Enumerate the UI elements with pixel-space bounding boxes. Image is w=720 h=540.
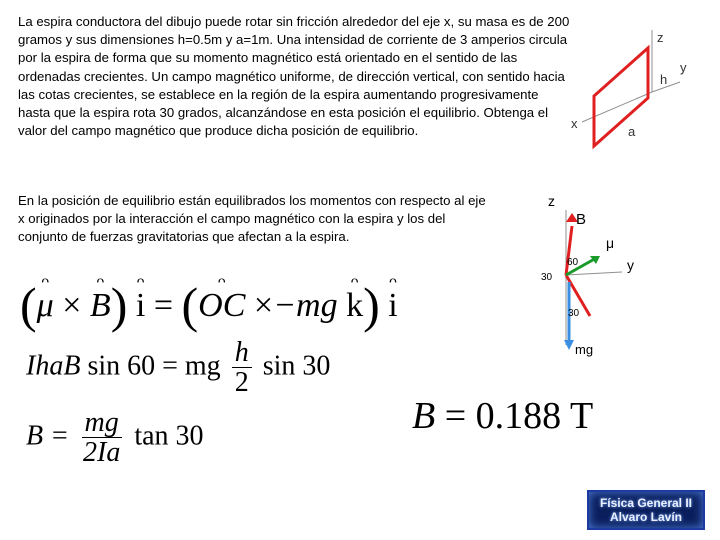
equilibrium-explanation: En la posición de equilibrio están equilibrados los momentos con respecto al eje x originados por la interacción el campo magnético con la espira y los del conjunto de fuerzas gravitatorias que afectan a la espira. [18, 193, 486, 245]
minus-mg: −mg [273, 287, 338, 324]
height-label: h [660, 72, 668, 87]
B-vector: ᴖ B [89, 273, 111, 324]
result-value: = 0.188 [444, 395, 562, 437]
i-unit-2: ᴖ i [388, 273, 398, 324]
sin30-term: sin 30 [262, 350, 331, 382]
force-axis-z-label: z [548, 193, 555, 209]
angle-30-bottom-label: 30 [568, 308, 580, 319]
B-formula [26, 408, 204, 468]
angle-60-label: 60 [567, 257, 579, 268]
cross-symbol-2: × [253, 287, 274, 324]
open-paren: ( [20, 277, 37, 333]
angle-30-left-label: 30 [541, 272, 553, 283]
close-paren: ) [110, 277, 128, 333]
OC-vector: ᴖ OC [198, 273, 246, 324]
width-label: a [628, 124, 636, 139]
IhaB-term: IhaB [26, 350, 81, 382]
top-axis-y-label: y [680, 60, 687, 75]
close-paren-2: ) [363, 277, 380, 333]
force-axis-y-label: y [627, 257, 634, 273]
mg-over-2Ia-fraction: $\frac{mg}{2Ia}$ [83, 407, 121, 469]
sin60-term: sin 60 = mg [87, 350, 221, 382]
force-diagram [564, 210, 622, 350]
tan30-term: tan 30 [134, 420, 204, 452]
balance-equation [26, 338, 330, 398]
B-label: B [576, 211, 587, 228]
torque-equation [20, 270, 398, 333]
problem-statement: La espira conductora del dibujo puede rotar sin fricción alrededor del eje x, su masa es de 200 gramos y sus dimensiones h=0.5m y a=1m. Una intensidad de corriente de 3 amperios circula por la espira de forma que su momento magnético está orientado en el sentido de las ordenadas crecientes. Un campo magnético uniforme, de dirección vertical, con sentido hacia las cotas crecientes, se establece en la región de la espira aumentando progresivamente hasta que la espira rota 30 grados, alcanzándose en esta posición el equilibrio. Obtenga el valor del campo magnético que produce dicha posición de equilibrio. [18, 14, 570, 139]
equals-symbol: = [153, 287, 173, 324]
h-over-2-fraction: $\frac{h}{2}$ [232, 338, 252, 398]
cross-symbol: × [62, 287, 82, 324]
force-y-axis [566, 272, 622, 275]
course-badge [587, 490, 705, 530]
result-variable: B [412, 395, 436, 437]
i-unit: ᴖ i [135, 273, 146, 324]
course-name: Física General II [599, 496, 693, 510]
mu-label: μ [606, 235, 615, 251]
result-unit: T [569, 395, 594, 437]
mu-symbol: ᴖ μ [36, 273, 54, 324]
top-axis-z-label: z [657, 30, 664, 45]
result-equation [412, 394, 593, 438]
B-equals: B = [26, 420, 69, 452]
author-name: Alvaro Lavín [609, 510, 683, 524]
top-axis-x-label: x [571, 116, 578, 131]
mg-label: mg [575, 342, 594, 357]
k-unit: ᴖ k [346, 273, 364, 324]
open-paren-2: ( [181, 277, 199, 333]
